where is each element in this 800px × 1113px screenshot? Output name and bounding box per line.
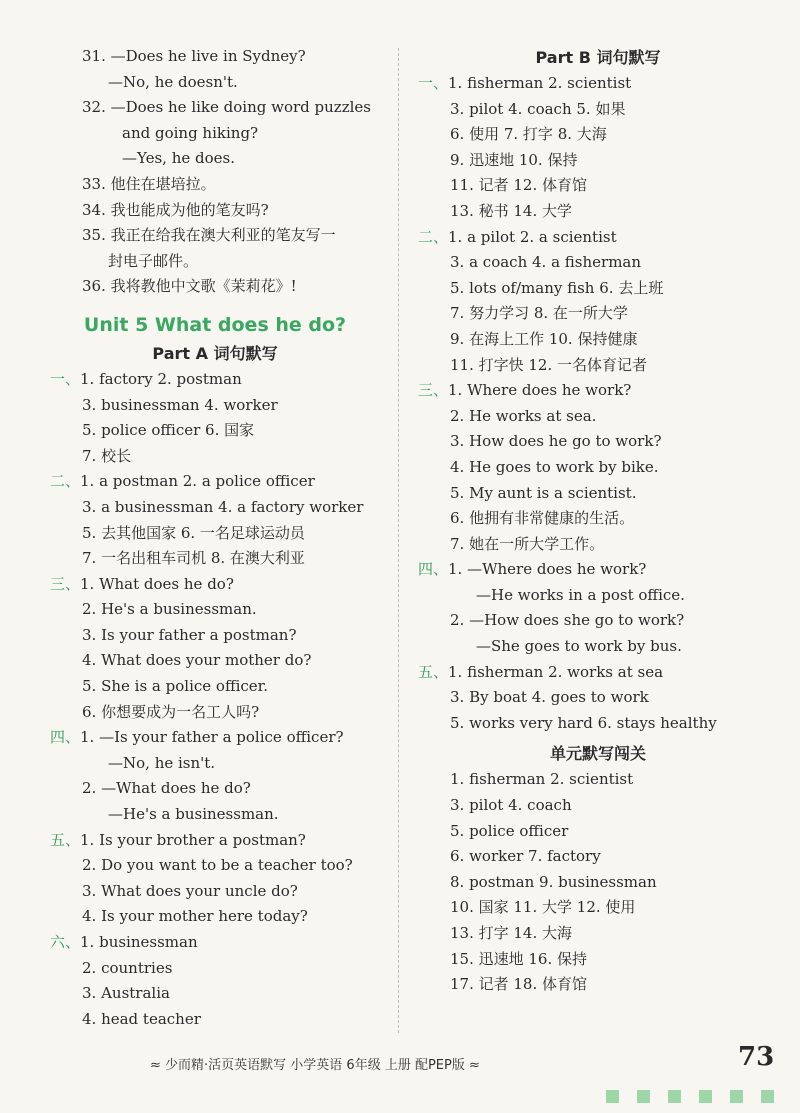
answer-text: 6. worker 7. factory <box>450 847 601 866</box>
answer-line <box>50 853 380 879</box>
answer-text: 35. 我正在给我在澳大利亚的笔友写一 <box>82 226 336 245</box>
answer-text: 6. 使用 7. 打字 8. 大海 <box>450 125 607 144</box>
answer-text: 15. 迅速地 16. 保持 <box>450 949 588 968</box>
answer-line <box>50 444 380 470</box>
answer-line <box>418 327 778 353</box>
answer-text: 7. 一名出租车司机 8. 在澳大利亚 <box>82 549 305 568</box>
answer-line <box>418 378 778 404</box>
answer-line <box>50 418 380 444</box>
answer-line <box>50 1007 380 1033</box>
answer-line <box>418 972 778 998</box>
answer-text: 3. a coach 4. a fisherman <box>450 253 642 272</box>
answer-text: 封电子邮件。 <box>108 251 199 270</box>
answer-line <box>418 947 778 973</box>
answer-text: 5. works very hard 6. stays healthy <box>450 713 717 732</box>
answer-text: and going hiking? <box>122 123 259 142</box>
answer-line <box>418 199 778 225</box>
answer-line <box>418 97 778 123</box>
section-marker: 六、 <box>50 933 81 951</box>
answer-line <box>50 623 380 649</box>
answer-text: —He works in a post office. <box>476 585 685 604</box>
answer-line <box>50 223 380 249</box>
answer-text: 1. a postman 2. a police officer <box>80 472 315 491</box>
answer-text: 2. He works at sea. <box>450 406 597 425</box>
answer-text: 1. fisherman 2. scientist <box>450 770 634 789</box>
answer-text: 8. postman 9. businessman <box>450 872 657 891</box>
part-a-answers <box>50 367 380 1032</box>
footer-text: ≈ 少而精·活页英语默写 小学英语 6年级 上册 配PEP版 ≈ <box>150 1058 480 1073</box>
decorative-blocks <box>606 1090 774 1103</box>
answer-line <box>418 685 778 711</box>
right-column <box>418 44 778 998</box>
answer-text: 32. —Does he like doing word puzzles <box>82 98 371 117</box>
answer-text: 5. She is a police officer. <box>82 677 268 696</box>
answer-text: 6. 你想要成为一名工人吗? <box>82 702 260 721</box>
column-divider <box>398 48 399 1033</box>
answer-line <box>50 367 380 393</box>
answer-text: 2. —How does she go to work? <box>450 611 685 630</box>
answer-text: 2. —What does he do? <box>82 779 251 798</box>
answer-text: 11. 打字快 12. 一名体育记者 <box>450 355 648 374</box>
answer-text: 10. 国家 11. 大学 12. 使用 <box>450 898 636 917</box>
answer-line <box>50 146 380 172</box>
answer-text: 5. My aunt is a scientist. <box>450 483 637 502</box>
answer-line <box>50 981 380 1007</box>
answer-text: 3. How does he go to work? <box>450 432 662 451</box>
answer-text: 4. head teacher <box>82 1009 201 1028</box>
answer-line <box>418 301 778 327</box>
answer-text: 9. 在海上工作 10. 保持健康 <box>450 329 638 348</box>
answer-line <box>50 828 380 854</box>
answer-line <box>418 844 778 870</box>
answer-line <box>50 44 380 70</box>
unit-title: Unit 5 What does he do? <box>83 313 347 336</box>
answer-text: 1. Where does he work? <box>448 381 632 400</box>
answer-line <box>418 608 778 634</box>
answer-text: 1. Is your brother a postman? <box>80 830 306 849</box>
answer-text: 31. —Does he live in Sydney? <box>82 47 306 65</box>
answer-line <box>418 225 778 251</box>
answer-line <box>418 455 778 481</box>
answer-line <box>418 276 778 302</box>
answer-text: 4. He goes to work by bike. <box>450 457 659 476</box>
answer-line <box>418 353 778 379</box>
answer-text: 2. countries <box>82 958 173 977</box>
answer-text: 1. fisherman 2. scientist <box>448 74 632 92</box>
answer-text: —She goes to work by bus. <box>476 637 682 656</box>
answer-line <box>50 572 380 598</box>
answer-text: 1. —Is your father a police officer? <box>80 728 344 747</box>
answer-text: 4. Is your mother here today? <box>82 907 308 926</box>
answer-line <box>418 429 778 455</box>
answer-text: 5. police officer 6. 国家 <box>82 421 255 440</box>
answer-line <box>50 95 380 121</box>
section-marker: 一、 <box>50 369 81 388</box>
answer-text: 3. What does your uncle do? <box>82 881 298 900</box>
answer-text: 3. businessman 4. worker <box>82 395 278 414</box>
section-marker: 二、 <box>50 472 81 491</box>
answer-text: 4. What does your mother do? <box>82 651 312 670</box>
section-marker: 三、 <box>418 381 449 400</box>
answer-text: 17. 记者 18. 体育馆 <box>450 975 588 994</box>
answer-line <box>50 393 380 419</box>
answer-line <box>50 648 380 674</box>
answer-line <box>50 879 380 905</box>
answer-line <box>50 546 380 572</box>
answer-text: 3. pilot 4. coach 5. 如果 <box>450 99 626 118</box>
section-marker: 四、 <box>50 728 81 747</box>
answer-line <box>50 121 380 147</box>
answer-text: 3. pilot 4. coach <box>450 796 572 815</box>
answer-text: 1. What does he do? <box>80 574 234 593</box>
answer-line <box>418 148 778 174</box>
answer-text: 13. 打字 14. 大海 <box>450 924 573 942</box>
answer-line <box>50 700 380 726</box>
left-column <box>50 44 380 1032</box>
answer-text: 11. 记者 12. 体育馆 <box>450 176 588 195</box>
answer-line <box>418 583 778 609</box>
section-marker: 五、 <box>50 830 81 849</box>
answer-text: 2. He's a businessman. <box>82 600 257 619</box>
answer-text: 7. 努力学习 8. 在一所大学 <box>450 304 628 323</box>
answer-line <box>50 249 380 275</box>
answer-text: 13. 秘书 14. 大学 <box>450 201 573 220</box>
answer-text: 6. 他拥有非常健康的生活。 <box>450 509 635 528</box>
answer-text: 3. By boat 4. goes to work <box>450 688 649 707</box>
answer-text: 34. 我也能成为他的笔友吗? <box>82 200 269 219</box>
answer-line <box>50 198 380 224</box>
section-marker: 三、 <box>50 574 81 593</box>
answer-line <box>418 921 778 947</box>
answer-line <box>418 173 778 199</box>
answer-line <box>50 172 380 198</box>
answer-line <box>418 793 778 819</box>
answer-line <box>50 274 380 300</box>
part-b-title: Part B 词句默写 <box>535 48 661 67</box>
left-answers-top <box>50 44 380 300</box>
answer-line <box>418 404 778 430</box>
answer-text: 7. 她在一所大学工作。 <box>450 534 605 553</box>
part-a-title: Part A 词句默写 <box>152 343 278 363</box>
answer-line <box>418 711 778 737</box>
unit-test-title: 单元默写闯关 <box>549 744 646 764</box>
answer-line <box>50 674 380 700</box>
answer-line <box>418 870 778 896</box>
answer-line <box>50 70 380 96</box>
answer-text: —Yes, he does. <box>122 149 235 168</box>
answer-text: 5. police officer <box>450 821 569 840</box>
section-marker: 四、 <box>418 560 449 579</box>
answer-text: 3. Australia <box>82 984 170 1003</box>
answer-line <box>50 469 380 495</box>
answer-line <box>418 532 778 558</box>
answer-text: 1. factory 2. postman <box>80 369 242 388</box>
answer-line <box>418 895 778 921</box>
unit-test-answers <box>418 767 778 997</box>
answer-line <box>50 930 380 956</box>
answer-text: 7. 校长 <box>82 446 132 465</box>
answer-line <box>418 506 778 532</box>
part-b-answers <box>418 71 778 736</box>
answer-line <box>50 521 380 547</box>
answer-line <box>418 634 778 660</box>
answer-text: 5. lots of/many fish 6. 去上班 <box>450 278 664 297</box>
answer-line <box>418 71 778 97</box>
answer-text: 9. 迅速地 10. 保持 <box>450 150 578 169</box>
answer-text: —No, he isn't. <box>108 753 216 772</box>
section-marker: 五、 <box>418 662 449 681</box>
section-marker: 二、 <box>418 227 449 246</box>
answer-line <box>418 557 778 583</box>
answer-line <box>418 250 778 276</box>
answer-line <box>418 660 778 686</box>
answer-text: 3. a businessman 4. a factory worker <box>82 497 364 516</box>
answer-line <box>50 495 380 521</box>
answer-line <box>418 481 778 507</box>
answer-line <box>50 751 380 777</box>
answer-text: —He's a businessman. <box>108 805 279 824</box>
answer-line <box>50 776 380 802</box>
answer-line <box>50 956 380 982</box>
answer-text: 5. 去其他国家 6. 一名足球运动员 <box>82 523 305 542</box>
answer-text: 36. 我将教他中文歌《茉莉花》! <box>82 277 297 296</box>
answer-text: 3. Is your father a postman? <box>82 625 297 644</box>
answer-line <box>418 767 778 793</box>
answer-text: 1. businessman <box>80 933 198 951</box>
answer-line <box>418 819 778 845</box>
answer-text: —No, he doesn't. <box>108 72 238 91</box>
page-number: 73 <box>738 1042 775 1072</box>
answer-line <box>418 122 778 148</box>
section-marker: 一、 <box>418 74 449 92</box>
answer-text: 2. Do you want to be a teacher too? <box>82 856 353 875</box>
answer-text: 33. 他住在堪培拉。 <box>82 174 216 193</box>
answer-line <box>50 904 380 930</box>
answer-text: 1. fisherman 2. works at sea <box>448 662 664 681</box>
answer-text: 1. a pilot 2. a scientist <box>448 227 617 246</box>
answer-line <box>50 725 380 751</box>
answer-text: 1. —Where does he work? <box>448 560 647 579</box>
answer-line <box>50 802 380 828</box>
answer-line <box>50 597 380 623</box>
